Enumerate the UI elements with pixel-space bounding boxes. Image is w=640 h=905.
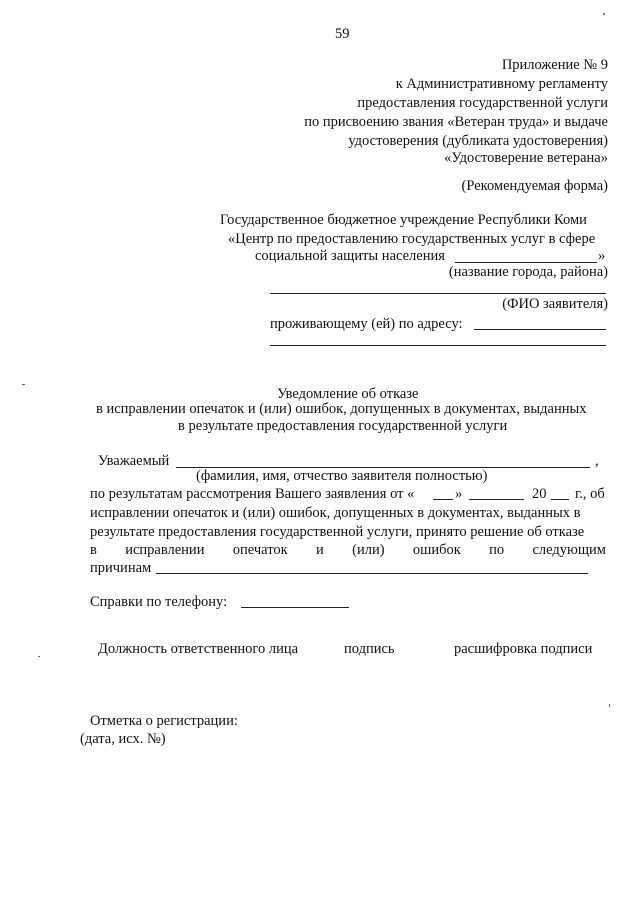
district-hint: (название города, района) [448,264,608,280]
phone-label: Справки по телефону: [90,594,228,610]
body-text-justified [90,542,606,559]
applicant-name-blank[interactable] [270,293,606,294]
recipient-name-hint: (фамилия, имя, отчество заявителя полностью) [196,468,488,484]
registration-label: Отметка о регистрации: [90,713,238,729]
body-text: причинам [90,560,152,576]
institution-line: Государственное бюджетное учреждение Республики Коми [220,212,587,228]
address-blank[interactable] [474,329,606,330]
address-blank-2[interactable] [270,345,606,346]
institution-line: «Центр по предоставлению государственных услуг в сфере [228,231,596,247]
date-month-blank[interactable] [469,499,524,500]
reasons-blank[interactable] [156,573,588,574]
appendix-line: по присвоению звания «Ветеран труда» и выдаче [304,114,608,130]
appendix-line: «Удостоверение ветерана» [444,150,608,166]
word: ошибок [412,542,461,558]
form-type: (Рекомендуемая форма) [461,178,608,194]
salutation-comma: , [595,453,599,469]
word: в [90,542,97,558]
scan-speck [603,13,605,15]
institution-line: социальной защиты населения [255,248,445,264]
body-text: по результатам рассмотрения Вашего заявления от « [90,486,415,502]
notice-subtitle: в результате предоставления государственной услуги [178,418,508,434]
applicant-fio-hint: (ФИО заявителя) [502,296,608,312]
word: опечаток [232,542,288,558]
body-text: » [455,486,463,502]
body-text: результате предоставления государственной услуги, принято решение об отказе [90,524,585,540]
scan-speck [609,704,610,707]
word: по [489,542,505,558]
phone-blank[interactable] [241,607,349,608]
scan-speck [38,656,40,657]
page-number: 59 [335,26,350,42]
word: исправлении [125,542,205,558]
word: (или) [352,542,385,558]
registration-hint: (дата, исх. №) [80,731,166,747]
signature-decode: расшифровка подписи [454,641,593,657]
date-day-blank[interactable] [433,499,453,500]
district-blank[interactable] [455,262,597,263]
word: следующим [532,542,606,558]
appendix-line: к Административному регламенту [395,76,608,92]
notice-subtitle: в исправлении опечаток и (или) ошибок, допущенных в документах, выданных [96,401,587,417]
word: и [316,542,324,558]
salutation: Уважаемый [98,453,170,469]
appendix-line: предоставления государственной услуги [357,95,608,111]
body-text: 20 [532,486,547,502]
body-text: г., об [575,486,605,502]
appendix-line: удостоверения (дубликата удостоверения) [348,133,608,149]
signature-sign: подпись [344,641,395,657]
appendix-title: Приложение № 9 [501,57,608,73]
address-label: проживающему (ей) по адресу: [270,316,463,332]
institution-line-end: » [598,248,606,264]
body-text: исправлении опечаток и (или) ошибок, допущенных в документах, выданных в [90,505,581,521]
notice-title: Уведомление об отказе [277,386,419,402]
scan-speck [22,384,25,385]
date-year-blank[interactable] [551,499,569,500]
signature-position: Должность ответственного лица [98,641,299,657]
